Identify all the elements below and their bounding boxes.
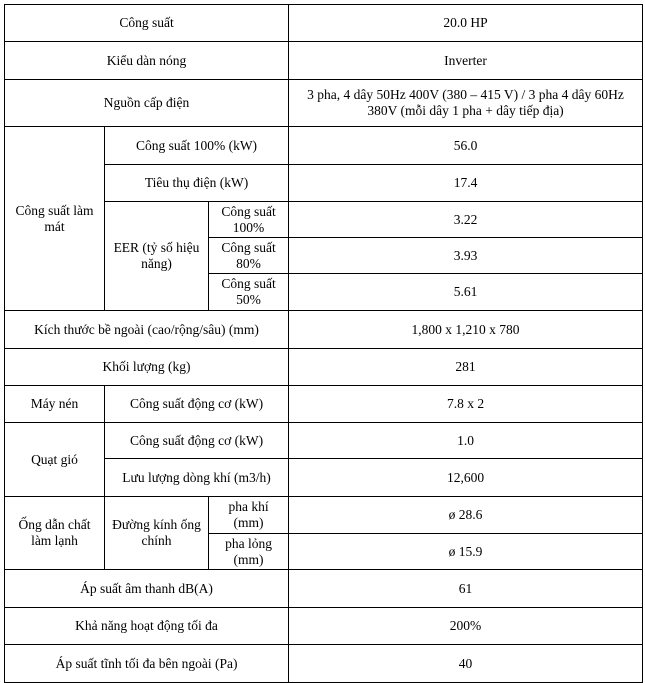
main-pipe-diameter-label: Đường kính ống chính bbox=[105, 497, 209, 570]
cooling-capacity-label: Công suất 100% (kW) bbox=[105, 127, 289, 165]
compressor-motor-value: 7.8 x 2 bbox=[289, 386, 643, 423]
outdoor-type-label: Kiểu dàn nóng bbox=[5, 42, 289, 80]
cooling-group-label: Công suất làm mát bbox=[5, 127, 105, 311]
table-row bbox=[5, 127, 643, 165]
gas-phase-label: pha khí (mm) bbox=[209, 497, 289, 534]
eer-50-value: 5.61 bbox=[289, 274, 643, 311]
table-row bbox=[5, 608, 643, 645]
table-row bbox=[5, 423, 643, 459]
compressor-motor-label: Công suất động cơ (kW) bbox=[105, 386, 289, 423]
outdoor-type-value: Inverter bbox=[289, 42, 643, 80]
liquid-phase-label: pha lỏng (mm) bbox=[209, 534, 289, 570]
power-consumption-value: 17.4 bbox=[289, 165, 643, 202]
eer-80-label: Công suất 80% bbox=[209, 238, 289, 274]
table-row bbox=[5, 497, 643, 534]
table-row bbox=[5, 80, 643, 127]
table-row bbox=[5, 5, 643, 42]
weight-label: Khối lượng (kg) bbox=[5, 349, 289, 386]
table-row bbox=[5, 570, 643, 608]
fan-group-label: Quạt gió bbox=[5, 423, 105, 497]
static-pressure-value: 40 bbox=[289, 645, 643, 683]
power-capacity-label: Công suất bbox=[5, 5, 289, 42]
power-capacity-value: 20.0 HP bbox=[289, 5, 643, 42]
eer-label: EER (tỷ số hiệu năng) bbox=[105, 202, 209, 311]
fan-motor-label: Công suất động cơ (kW) bbox=[105, 423, 289, 459]
table-row bbox=[5, 311, 643, 349]
fan-airflow-label: Lưu lượng dòng khí (m3/h) bbox=[105, 459, 289, 497]
eer-100-label: Công suất 100% bbox=[209, 202, 289, 238]
max-operation-value: 200% bbox=[289, 608, 643, 645]
compressor-group-label: Máy nén bbox=[5, 386, 105, 423]
table-row bbox=[5, 645, 643, 683]
power-supply-label: Nguồn cấp điện bbox=[5, 80, 289, 127]
gas-phase-value: ø 28.6 bbox=[289, 497, 643, 534]
sound-pressure-value: 61 bbox=[289, 570, 643, 608]
dimensions-value: 1,800 x 1,210 x 780 bbox=[289, 311, 643, 349]
fan-motor-value: 1.0 bbox=[289, 423, 643, 459]
table-row bbox=[5, 349, 643, 386]
specification-table bbox=[4, 4, 643, 683]
weight-value: 281 bbox=[289, 349, 643, 386]
liquid-phase-value: ø 15.9 bbox=[289, 534, 643, 570]
eer-80-value: 3.93 bbox=[289, 238, 643, 274]
sound-pressure-label: Áp suất âm thanh dB(A) bbox=[5, 570, 289, 608]
fan-airflow-value: 12,600 bbox=[289, 459, 643, 497]
table-row bbox=[5, 42, 643, 80]
dimensions-label: Kích thước bề ngoài (cao/rộng/sâu) (mm) bbox=[5, 311, 289, 349]
power-supply-value: 3 pha, 4 dây 50Hz 400V (380 – 415 V) / 3 pha 4 dây 60Hz 380V (mỗi dây 1 pha + dây tiếp địa) bbox=[289, 80, 643, 127]
table-row bbox=[5, 386, 643, 423]
static-pressure-label: Áp suất tĩnh tối đa bên ngoài (Pa) bbox=[5, 645, 289, 683]
eer-50-label: Công suất 50% bbox=[209, 274, 289, 311]
power-consumption-label: Tiêu thụ điện (kW) bbox=[105, 165, 289, 202]
refrigerant-pipe-group-label: Ống dẫn chất làm lạnh bbox=[5, 497, 105, 570]
cooling-capacity-value: 56.0 bbox=[289, 127, 643, 165]
eer-100-value: 3.22 bbox=[289, 202, 643, 238]
max-operation-label: Khả năng hoạt động tối đa bbox=[5, 608, 289, 645]
